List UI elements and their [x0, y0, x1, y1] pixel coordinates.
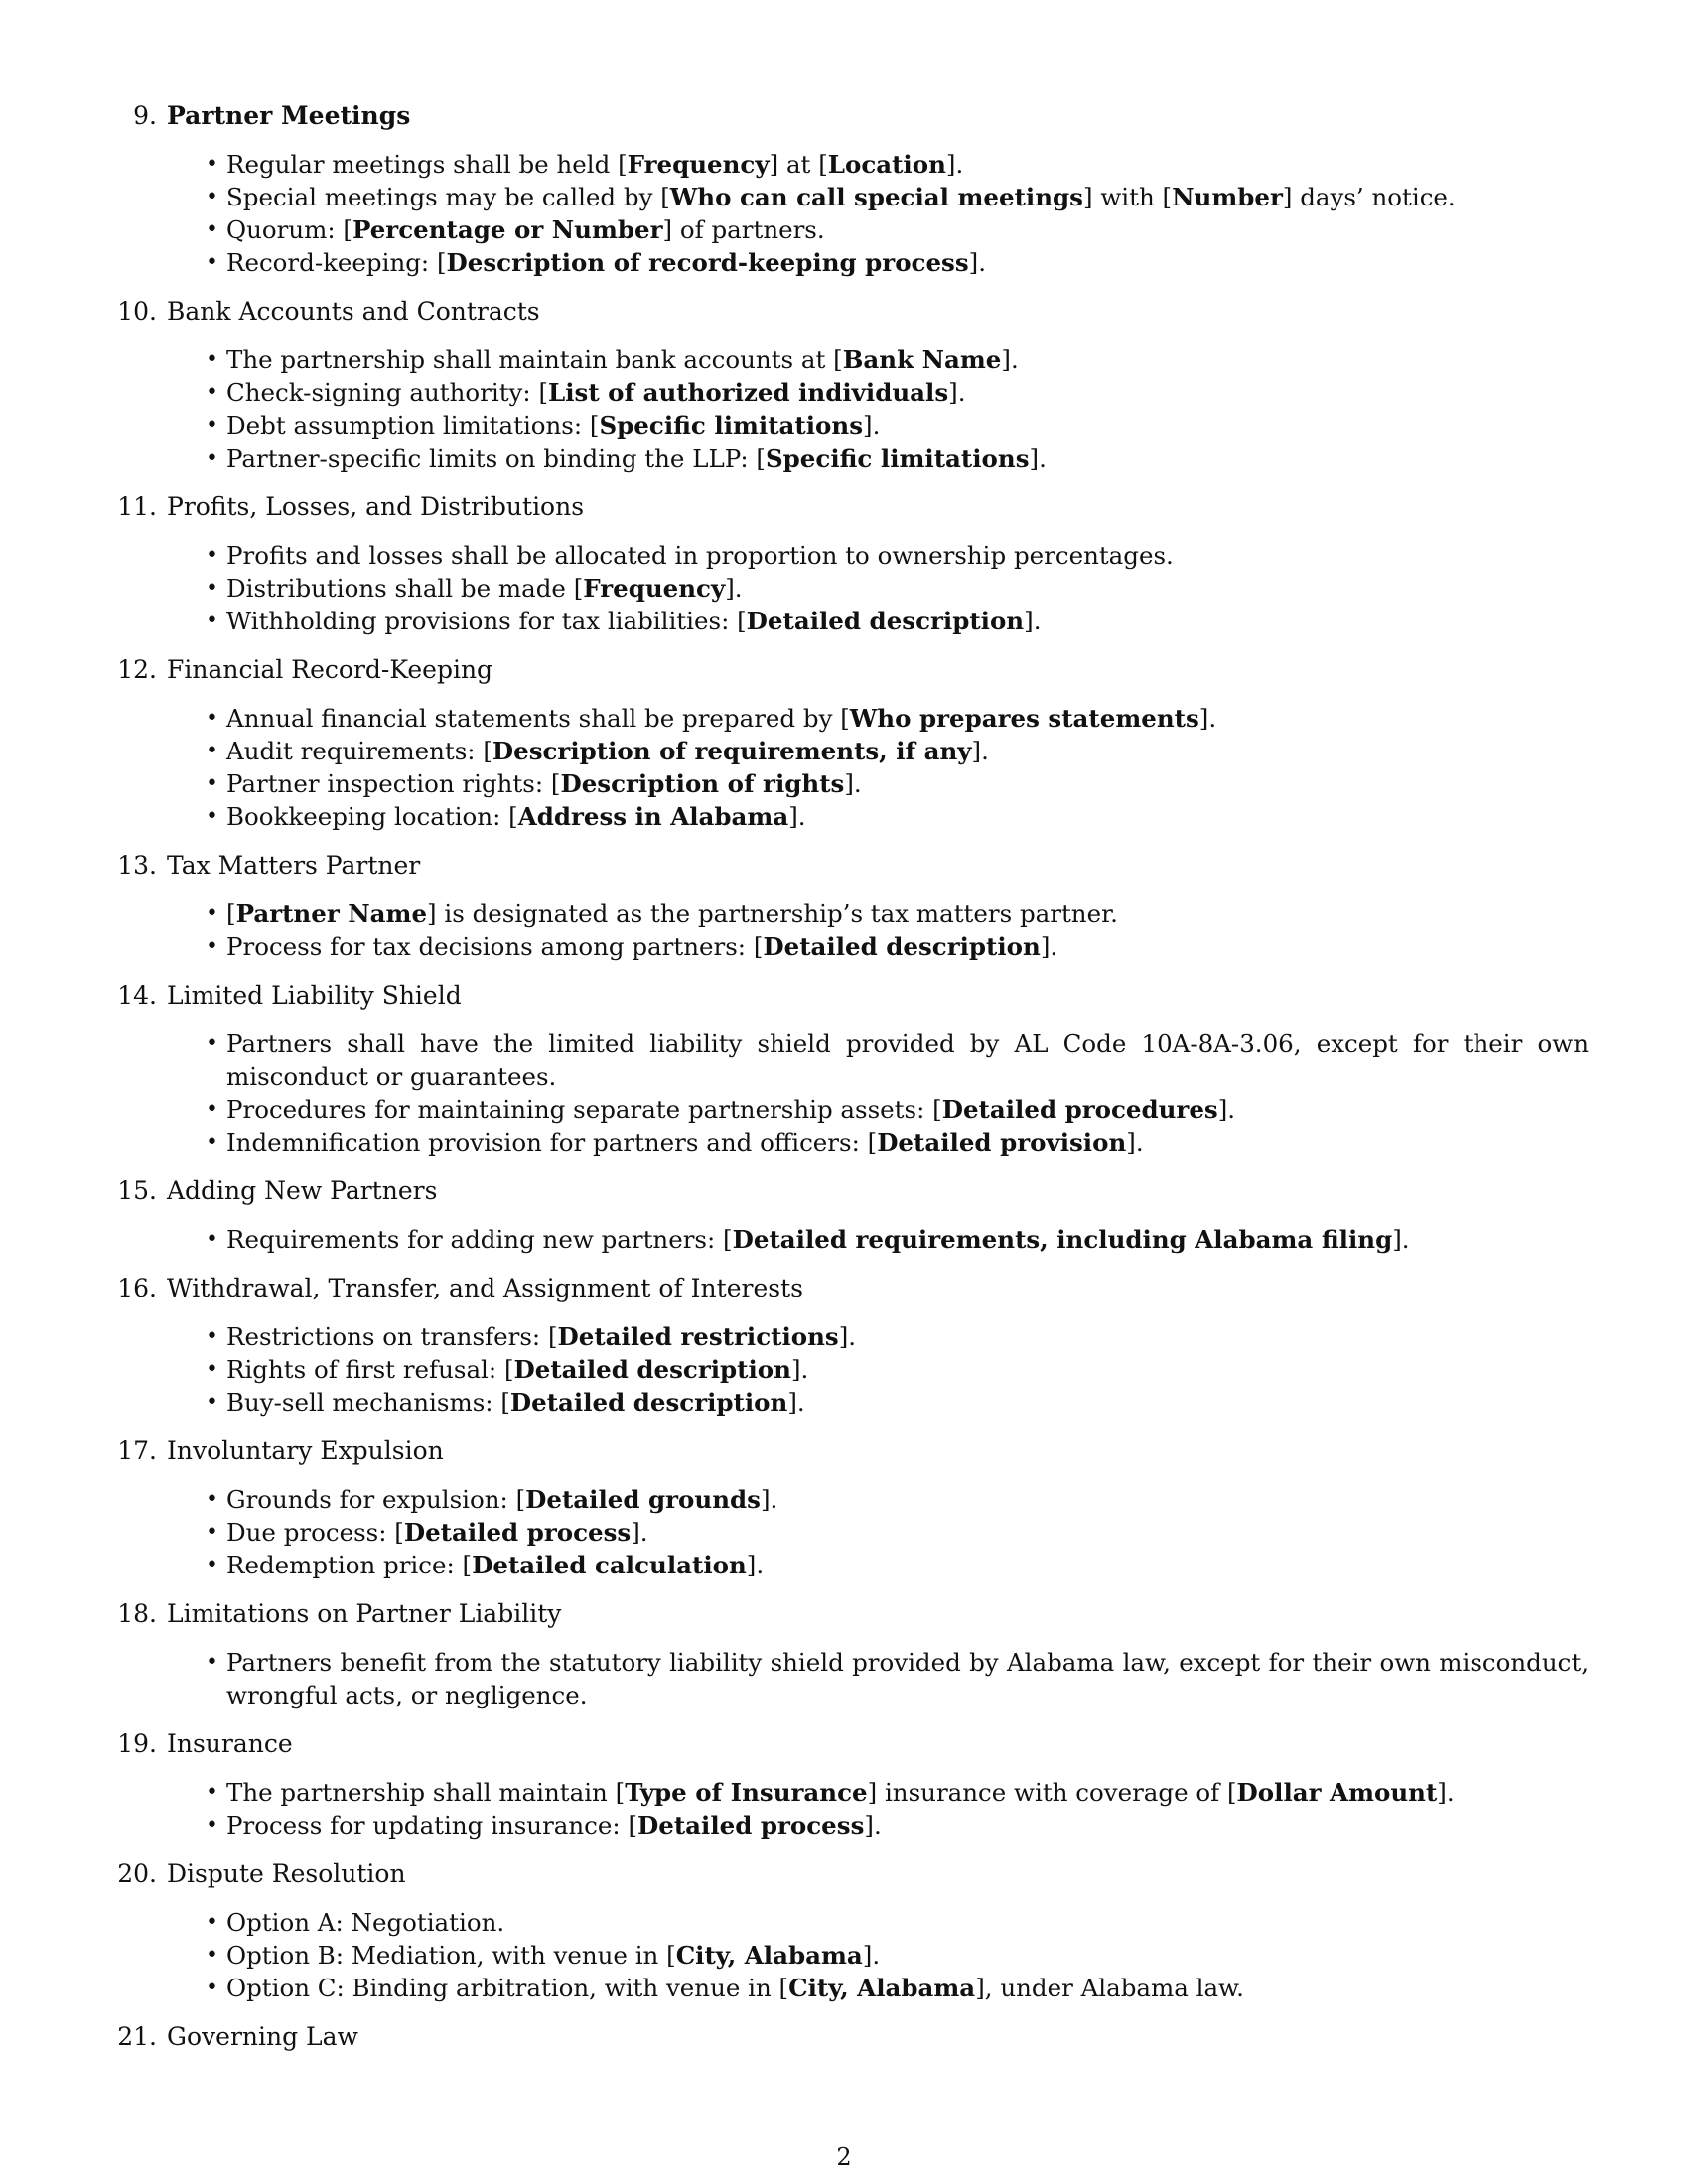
bullet-item: • Grounds for expulsion: [Detailed grounds]. — [206, 1485, 778, 1514]
bullet-text: . — [639, 1518, 648, 1547]
bullet-text: Audit requirements: — [226, 737, 484, 765]
section-heading — [109, 2020, 1599, 2053]
bullet-item: • Requirements for adding new partners: [Detailed requirements, including Alabama filing]. — [206, 1225, 1410, 1254]
bullet-text: Process for tax decisions among partners: — [226, 932, 754, 961]
bullet-text: Buy-sell mechanisms: — [226, 1388, 501, 1417]
bullet-text: days’ notice. — [1292, 183, 1456, 211]
bullet-item: • Process for tax decisions among partners: [Detailed description]. — [206, 932, 1058, 961]
bullet-text: Restrictions on transfers: — [226, 1322, 548, 1351]
bullet-item: • The partnership shall maintain bank accounts at [Bank Name]. — [206, 345, 1019, 374]
section-heading — [109, 1597, 1599, 1630]
section — [109, 1174, 1599, 1256]
bullet-text: Option C: Binding arbitration, with venue in — [226, 1974, 779, 2002]
section — [109, 1727, 1599, 1842]
bullet-icon: • — [206, 1553, 218, 1577]
section-title: Limitations on Partner Liability — [167, 1599, 562, 1628]
placeholder-field: Percentage or Number — [352, 215, 663, 244]
bullet-item: • Audit requirements: [Description of requirements, if any]. — [206, 737, 989, 765]
bullet-item: • Partner inspection rights: [Description of rights]. — [206, 769, 862, 798]
bullet-item — [109, 1906, 1589, 1939]
section-number: 18. — [117, 1599, 157, 1628]
bullet-list — [109, 702, 1599, 833]
bullet-list — [109, 148, 1599, 279]
bullet-icon: • — [206, 413, 218, 438]
bullet-text: . — [796, 1388, 805, 1417]
placeholder-field: Bank Name — [842, 345, 1002, 374]
bullet-text: . — [1208, 704, 1217, 733]
bullet-item: • Special meetings may be called by [Who can call special meetings] with [Number] days’ notice. — [206, 183, 1456, 211]
section — [109, 99, 1599, 279]
bullet-item: • Bookkeeping location: [Address in Alabama]. — [206, 802, 806, 831]
bullet-text: . — [1227, 1095, 1236, 1124]
bullet-text: Due process: — [226, 1518, 395, 1547]
section-title: Profits, Losses, and Distributions — [167, 492, 585, 521]
bullet-item: • Withholding provisions for tax liabilities: [Detailed description]. — [206, 607, 1042, 635]
bullet-list — [109, 1320, 1599, 1419]
section-heading — [109, 849, 1599, 882]
bullet-icon: • — [206, 1487, 218, 1512]
bullet-text: Grounds for expulsion: — [226, 1485, 516, 1514]
document-page — [109, 99, 1599, 2069]
section-number: 16. — [117, 1274, 157, 1302]
bullet-item: • Record-keeping: [Description of record-keeping process]. — [206, 248, 986, 277]
bullet-text: . — [797, 802, 806, 831]
bullet-text: is designated as the partnership’s tax matters partner. — [436, 899, 1118, 928]
bullet-text: Annual financial statements shall be prepared by — [226, 704, 841, 733]
section — [109, 979, 1599, 1159]
placeholder-field: Detailed description — [513, 1355, 791, 1384]
placeholder-field: Number — [1172, 183, 1283, 211]
bullet-list — [109, 1483, 1599, 1581]
placeholder-field: Detailed description — [509, 1388, 788, 1417]
placeholder-field: Who prepares statements — [849, 704, 1199, 733]
bullet-text: insurance with coverage of — [877, 1778, 1227, 1807]
bullet-icon: • — [206, 543, 218, 568]
bullet-item: • Restrictions on transfers: [Detailed restrictions]. — [206, 1322, 857, 1351]
bullet-item: • Quorum: [Percentage or Number] of partners. — [206, 215, 825, 244]
placeholder-field: Frequency — [627, 150, 770, 179]
section — [109, 1434, 1599, 1581]
section — [109, 2020, 1599, 2053]
placeholder-field: Location — [827, 150, 946, 179]
bullet-text: Debt assumption limitations: — [226, 411, 590, 440]
section-title: Financial Record-Keeping — [167, 655, 493, 684]
bullet-icon: • — [206, 1130, 218, 1155]
section-title: Limited Liability Shield — [167, 981, 462, 1010]
section-number: 11. — [117, 492, 157, 521]
bullet-icon: • — [206, 771, 218, 796]
section-title: Insurance — [167, 1729, 293, 1758]
section-heading — [109, 653, 1599, 686]
bullet-icon: • — [206, 250, 218, 275]
section-number: 17. — [117, 1436, 157, 1465]
placeholder-field: Dollar Amount — [1236, 1778, 1438, 1807]
bullet-item: • Option B: Mediation, with venue in [City, Alabama]. — [206, 1941, 881, 1970]
bullet-text: . — [981, 737, 989, 765]
section — [109, 653, 1599, 833]
bullet-text: Partners shall have the limited liability shield provided by AL Code 10A-8A-3.06, except for their own misconduct or guarantees. — [226, 1029, 1589, 1091]
bullet-item: • Option C: Binding arbitration, with venue in [City, Alabama], under Alabama law. — [206, 1974, 1244, 2002]
section-number: 19. — [117, 1729, 157, 1758]
bullet-item — [109, 1646, 1589, 1711]
bullet-list — [109, 1776, 1599, 1842]
section-number: 20. — [117, 1859, 157, 1888]
placeholder-field: Type of Insurance — [625, 1778, 868, 1807]
bullet-text: . — [873, 1811, 882, 1840]
section — [109, 849, 1599, 963]
bullet-item: • Annual financial statements shall be prepared by [Who prepares statements]. — [206, 704, 1217, 733]
bullet-item: • Procedures for maintaining separate partnership assets: [Detailed procedures]. — [206, 1095, 1236, 1124]
bullet-icon: • — [206, 1390, 218, 1415]
bullet-icon: • — [206, 1780, 218, 1805]
placeholder-field: Detailed description — [746, 607, 1025, 635]
bullet-icon: • — [206, 804, 218, 829]
bullet-text: Partner inspection rights: — [226, 769, 551, 798]
bullet-text: . — [770, 1485, 778, 1514]
section-number: 10. — [117, 297, 157, 326]
bullet-icon: • — [206, 380, 218, 405]
bullet-icon: • — [206, 1357, 218, 1382]
bullet-icon: • — [206, 1943, 218, 1968]
section-number: 9. — [133, 101, 157, 130]
bullet-text: The partnership shall maintain — [226, 1778, 616, 1807]
section — [109, 1272, 1599, 1419]
placeholder-field: Specific limitations — [765, 444, 1030, 473]
bullet-text: Procedures for maintaining separate partnership assets: — [226, 1095, 933, 1124]
bullet-text: Quorum: — [226, 215, 344, 244]
bullet-icon: • — [206, 152, 218, 177]
section-title: Governing Law — [167, 2022, 358, 2051]
bullet-item: • Rights of first refusal: [Detailed description]. — [206, 1355, 809, 1384]
bullet-text: Special meetings may be called by — [226, 183, 661, 211]
section-heading — [109, 979, 1599, 1012]
bullet-icon: • — [206, 1097, 218, 1122]
bullet-icon: • — [206, 1910, 218, 1935]
placeholder-field: Frequency — [583, 574, 726, 603]
section-heading — [109, 490, 1599, 523]
bullet-icon: • — [206, 739, 218, 763]
bullet-text: . — [1401, 1225, 1410, 1254]
section-number: 14. — [117, 981, 157, 1010]
section-heading — [109, 295, 1599, 328]
bullet-icon: • — [206, 1520, 218, 1545]
bullet-text: Regular meetings shall be held — [226, 150, 619, 179]
bullet-item: • Partner-specific limits on binding the LLP: [Specific limitations]. — [206, 444, 1047, 473]
bullet-text: . — [853, 769, 862, 798]
bullet-text: Check-signing authority: — [226, 378, 539, 407]
bullet-item: • Due process: [Detailed process]. — [206, 1518, 648, 1547]
bullet-text: . — [872, 1941, 881, 1970]
section-list — [109, 99, 1599, 2053]
bullet-item — [109, 539, 1589, 572]
section — [109, 1597, 1599, 1711]
bullet-text: Profits and losses shall be allocated in proportion to ownership percentages. — [226, 541, 1174, 570]
bullet-text: The partnership shall maintain bank accounts at — [226, 345, 834, 374]
bullet-text: . — [756, 1551, 765, 1579]
section-number: 13. — [117, 851, 157, 880]
bullet-text: . — [955, 150, 964, 179]
placeholder-field: Detailed restrictions — [557, 1322, 839, 1351]
placeholder-field: City, Alabama — [788, 1974, 976, 2002]
section-heading — [109, 99, 1599, 132]
section-title: Dispute Resolution — [167, 1859, 406, 1888]
bullet-list — [109, 343, 1599, 475]
bullet-list — [109, 1027, 1599, 1159]
bullet-text: of partners. — [672, 215, 825, 244]
bullet-text: Option A: Negotiation. — [226, 1908, 505, 1937]
section-heading — [109, 1174, 1599, 1207]
section-number: 12. — [117, 655, 157, 684]
bullet-text: , under Alabama law. — [984, 1974, 1244, 2002]
placeholder-field: Detailed process — [637, 1811, 865, 1840]
section-heading — [109, 1857, 1599, 1890]
bullet-icon: • — [206, 706, 218, 731]
bullet-item — [109, 1027, 1589, 1093]
bullet-item: • Regular meetings shall be held [Frequency] at [Location]. — [206, 150, 964, 179]
bullet-item: • Debt assumption limitations: [Specific limitations]. — [206, 411, 881, 440]
bullet-text: Process for updating insurance: — [226, 1811, 629, 1840]
section-title: Bank Accounts and Contracts — [167, 297, 540, 326]
bullet-text: Distributions shall be made — [226, 574, 574, 603]
bullet-text: . — [872, 411, 881, 440]
bullet-icon: • — [206, 1227, 218, 1252]
bullet-text: Withholding provisions for tax liabilities: — [226, 607, 738, 635]
placeholder-field: Partner Name — [235, 899, 428, 928]
section-title: Withdrawal, Transfer, and Assignment of Interests — [167, 1274, 803, 1302]
bullet-icon: • — [206, 901, 218, 926]
placeholder-field: Description of rights — [560, 769, 845, 798]
placeholder-field: Detailed procedures — [941, 1095, 1218, 1124]
bullet-item: • Redemption price: [Detailed calculation]. — [206, 1551, 765, 1579]
bullet-icon: • — [206, 347, 218, 372]
bullet-text: . — [734, 574, 743, 603]
bullet-text: Partner-specific limits on binding the LLP: — [226, 444, 757, 473]
section — [109, 490, 1599, 637]
placeholder-field: List of authorized individuals — [548, 378, 949, 407]
bullet-item: • Check-signing authority: [List of authorized individuals]. — [206, 378, 966, 407]
bullet-text: Record-keeping: — [226, 248, 437, 277]
section-title: Adding New Partners — [167, 1176, 438, 1205]
bullet-text: . — [800, 1355, 809, 1384]
placeholder-field: Who can call special meetings — [669, 183, 1083, 211]
placeholder-field: Detailed calculation — [472, 1551, 747, 1579]
bullet-icon: • — [206, 1650, 218, 1675]
bullet-icon: • — [206, 934, 218, 959]
bullet-text: . — [1446, 1778, 1455, 1807]
bullet-text: . — [1010, 345, 1019, 374]
bullet-text: . — [1135, 1128, 1144, 1157]
bullet-list — [109, 539, 1599, 637]
section-number: 21. — [117, 2022, 157, 2051]
section — [109, 1857, 1599, 2004]
section-title: Tax Matters Partner — [167, 851, 421, 880]
bullet-text: . — [1033, 607, 1042, 635]
placeholder-field: Detailed provision — [877, 1128, 1127, 1157]
bullet-text: with — [1092, 183, 1163, 211]
placeholder-field: Address in Alabama — [517, 802, 789, 831]
bullet-item: • Distributions shall be made [Frequency]. — [206, 574, 743, 603]
section-title: Involuntary Expulsion — [167, 1436, 444, 1465]
placeholder-field: City, Alabama — [675, 1941, 863, 1970]
bullet-icon: • — [206, 609, 218, 633]
bullet-item: • Buy-sell mechanisms: [Detailed description]. — [206, 1388, 805, 1417]
bullet-text: Rights of first refusal: — [226, 1355, 504, 1384]
bullet-text: . — [1050, 932, 1058, 961]
bullet-text: Redemption price: — [226, 1551, 463, 1579]
bullet-icon: • — [206, 1976, 218, 2000]
bullet-icon: • — [206, 446, 218, 471]
bullet-item: • The partnership shall maintain [Type of Insurance] insurance with coverage of [Dollar Amount]. — [206, 1778, 1455, 1807]
bullet-icon: • — [206, 1031, 218, 1056]
bullet-text: . — [1039, 444, 1047, 473]
bullet-text: . — [848, 1322, 857, 1351]
bullet-icon: • — [206, 1813, 218, 1838]
section-heading — [109, 1272, 1599, 1304]
section-heading — [109, 1434, 1599, 1467]
bullet-icon: • — [206, 185, 218, 209]
section-title: Partner Meetings — [167, 101, 411, 130]
bullet-item: • Process for updating insurance: [Detailed process]. — [206, 1811, 882, 1840]
bullet-list — [109, 1223, 1599, 1256]
placeholder-field: Detailed process — [403, 1518, 632, 1547]
section — [109, 295, 1599, 475]
bullet-text: . — [957, 378, 966, 407]
bullet-item: • [Partner Name] is designated as the partnership’s tax matters partner. — [206, 899, 1118, 928]
placeholder-field: Detailed description — [763, 932, 1041, 961]
bullet-list — [109, 1646, 1599, 1711]
section-number: 15. — [117, 1176, 157, 1205]
bullet-text: Option B: Mediation, with venue in — [226, 1941, 667, 1970]
bullet-icon: • — [206, 217, 218, 242]
bullet-text: Indemnification provision for partners and officers: — [226, 1128, 868, 1157]
placeholder-field: Description of requirements, if any — [492, 737, 972, 765]
bullet-list — [109, 897, 1599, 963]
placeholder-field: Detailed requirements, including Alabama filing — [732, 1225, 1393, 1254]
placeholder-field: Specific limitations — [599, 411, 863, 440]
bullet-text: Requirements for adding new partners: — [226, 1225, 724, 1254]
bullet-list — [109, 1906, 1599, 2004]
bullet-text: Partners benefit from the statutory liability shield provided by Alabama law, except for their own misconduct, wrongful acts, or negligence. — [226, 1648, 1589, 1709]
bullet-text: Bookkeeping location: — [226, 802, 509, 831]
placeholder-field: Description of record-keeping process — [446, 248, 969, 277]
bullet-text: at — [778, 150, 819, 179]
bullet-icon: • — [206, 576, 218, 601]
placeholder-field: Detailed grounds — [525, 1485, 761, 1514]
bullet-text: . — [978, 248, 986, 277]
bullet-icon: • — [206, 1324, 218, 1349]
page-number: 2 — [836, 2143, 852, 2171]
section-heading — [109, 1727, 1599, 1760]
bullet-item: • Indemnification provision for partners and officers: [Detailed provision]. — [206, 1128, 1144, 1157]
